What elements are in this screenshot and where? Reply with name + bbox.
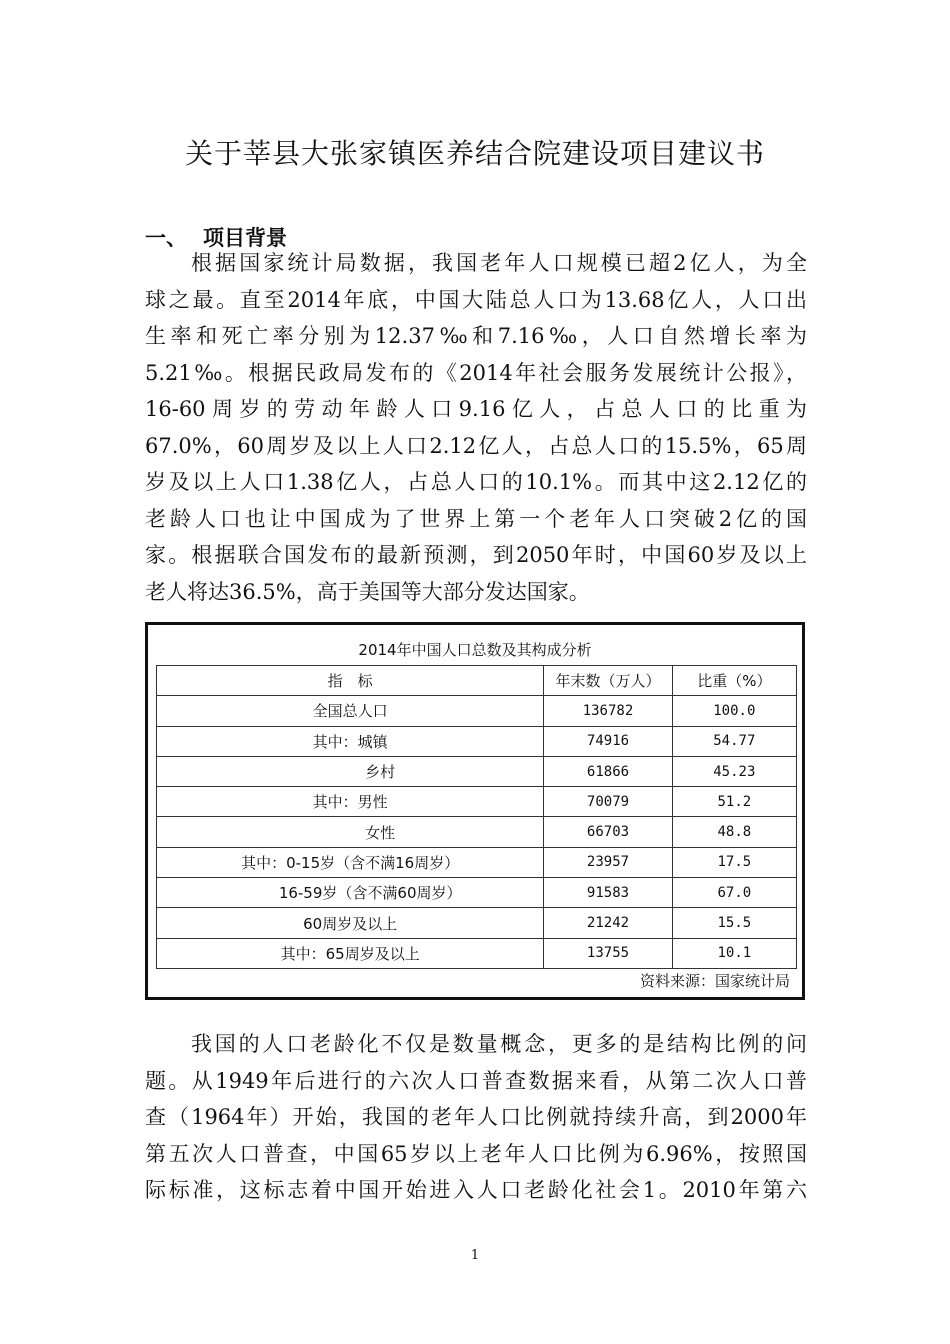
paragraph-line: 老人将达36.5%，高于美国等大部分发达国家。: [145, 579, 590, 604]
paragraph-line: 球之最。直至2014年底，中国大陆总人口为13.68亿人，人口出: [145, 287, 807, 312]
table-row: [157, 696, 797, 726]
table-row: [157, 756, 797, 786]
paragraph-line: 际标准，这标志着中国开始进入人口老龄化社会1。2010年第六: [145, 1178, 807, 1202]
table-header-row: [157, 666, 797, 696]
table-row: [157, 938, 797, 968]
row-share: 10.1: [672, 938, 796, 968]
row-value: 13755: [544, 938, 672, 968]
paragraph-line: 我国的人口老龄化不仅是数量概念，更多的是结构比例的问: [191, 1032, 807, 1056]
row-share: 48.8: [672, 817, 796, 847]
row-share: 17.5: [672, 847, 796, 877]
row-label: 女性: [157, 817, 544, 847]
table-row: [157, 878, 797, 908]
row-share: 51.2: [672, 787, 796, 817]
row-share: 15.5: [672, 908, 796, 938]
row-share: 54.77: [672, 726, 796, 756]
paragraph-line: 老龄人口也让中国成为了世界上第一个老年人口突破2亿的国: [145, 506, 807, 531]
paragraph-line: 16-60周岁的劳动年龄人口9.16亿人，占总人口的比重为: [145, 397, 807, 421]
row-label: 16-59岁（含不满60周岁）: [157, 878, 544, 908]
header-value: 年末数（万人）: [544, 666, 672, 696]
paragraph-line: 根据国家统计局数据，我国老年人口规模已超2亿人，为全: [191, 251, 807, 275]
paragraph-line: 题。从1949年后进行的六次人口普查数据来看，从第二次人口普: [145, 1068, 807, 1093]
paragraph-line: 第五次人口普查，中国65岁以上老年人口比例为6.96%，按照国: [145, 1141, 807, 1166]
paragraph-line: 生率和死亡率分别为12.37‰和7.16‰，人口自然增长率为: [145, 324, 807, 348]
row-share: 45.23: [672, 756, 796, 786]
section-title: 项目背景: [203, 226, 287, 250]
paragraph-line: 67.0%，60周岁及以上人口2.12亿人，占总人口的15.5%，65周: [145, 433, 807, 458]
row-value: 91583: [544, 878, 672, 908]
paragraph-line: 家。根据联合国发布的最新预测，到2050年时，中国60岁及以上: [145, 543, 807, 567]
table-row: [157, 787, 797, 817]
table-title: 2014年中国人口总数及其构成分析: [358, 641, 592, 659]
paragraph-line: 5.21‰。根据民政局发布的《2014年社会服务发展统计公报》，: [145, 360, 807, 385]
row-share: 67.0: [672, 878, 796, 908]
row-value: 136782: [544, 696, 672, 726]
paragraph-line: 查（1964年）开始，我国的老年人口比例就持续升高，到2000年: [145, 1105, 807, 1129]
paragraph-background: [145, 245, 807, 610]
row-share: 100.0: [672, 696, 796, 726]
row-value: 70079: [544, 787, 672, 817]
row-value: 66703: [544, 817, 672, 847]
header-share: 比重（%）: [672, 666, 796, 696]
population-table: [156, 665, 797, 969]
page-number: 1: [470, 1248, 480, 1263]
row-label: 其中：0-15岁（含不满16周岁）: [157, 847, 544, 877]
row-label: 其中：65周岁及以上: [157, 938, 544, 968]
table-row: [157, 726, 797, 756]
table-source: 资料来源：国家统计局: [639, 972, 790, 990]
row-label: 乡村: [157, 756, 544, 786]
table-row: [157, 908, 797, 938]
row-label: 其中：男性: [157, 787, 544, 817]
header-indicator: 指 标: [157, 666, 544, 696]
paragraph-line: 岁及以上人口1.38亿人，占总人口的10.1%。而其中这2.12亿的: [145, 470, 807, 494]
row-value: 23957: [544, 847, 672, 877]
row-label: 其中：城镇: [157, 726, 544, 756]
row-value: 74916: [544, 726, 672, 756]
row-label: 60周岁及以上: [157, 908, 544, 938]
population-table-figure: [145, 622, 805, 1000]
table-row: [157, 847, 797, 877]
section-number: 一、: [145, 226, 187, 250]
document-title: 关于莘县大张家镇医养结合院建设项目建议书: [184, 137, 765, 170]
paragraph-aging: [145, 1026, 807, 1209]
table-row: [157, 817, 797, 847]
row-value: 61866: [544, 756, 672, 786]
row-value: 21242: [544, 908, 672, 938]
row-label: 全国总人口: [157, 696, 544, 726]
